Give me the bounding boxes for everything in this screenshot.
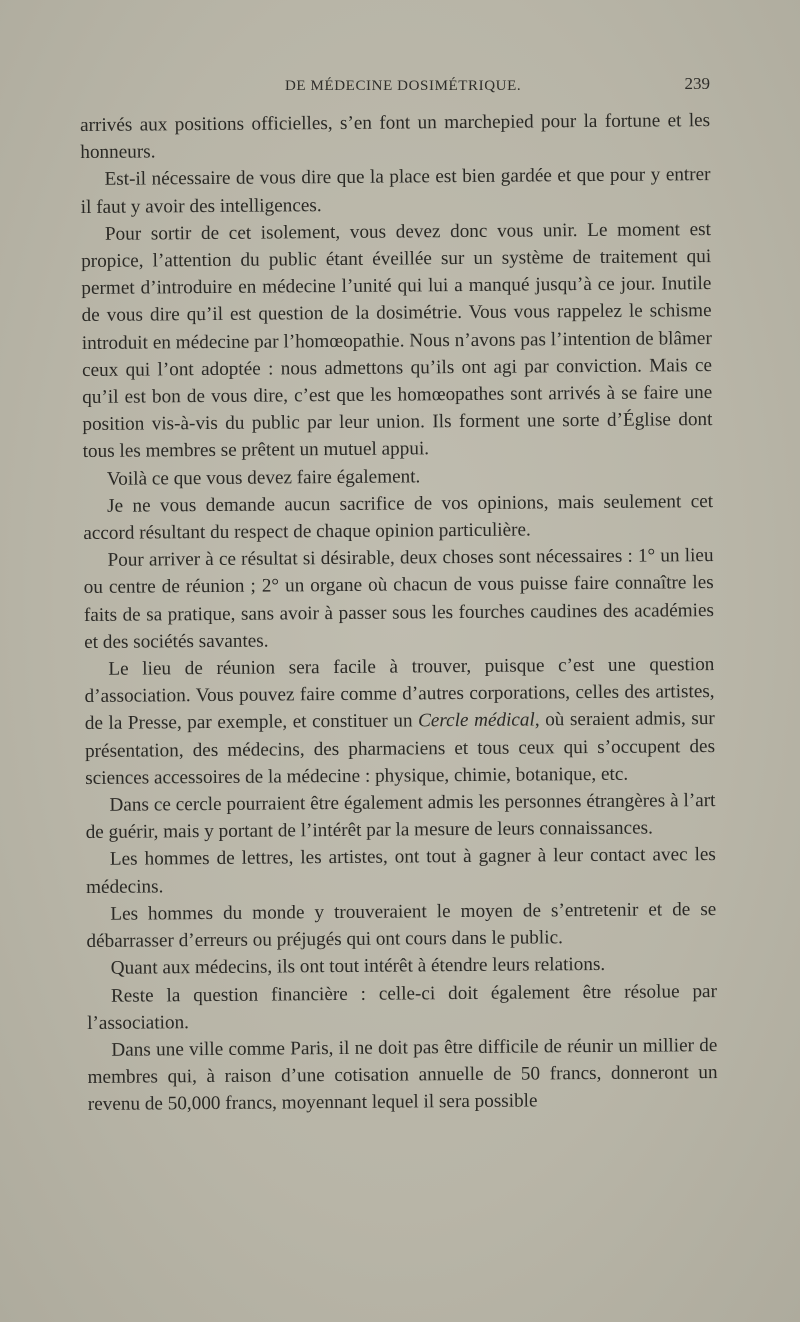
paragraph: Dans ce cercle pourraient être également admis les personnes étrangères à l’art de guérir, mais y portant de l’intérêt par la mesure de leurs connaissances. xyxy=(85,790,716,844)
paragraph: Reste la question financière : celle-ci doit également être résolue par l’association. xyxy=(87,980,718,1034)
page-number: 239 xyxy=(684,74,710,93)
paragraph: Pour sortir de cet isolement, vous devez donc vous unir. Le moment est propice, l’attention du public étant éveillée sur un système de traitement qui permet d’introduire en médecine l’unité qui lui a manqué jusqu’à ce jour. Inutile de vous dire qu’il est question de la dosimétrie. Vous vous rappelez le schisme introduit en médecine par l’homœopathie. Nous n’avons pas l’intention de blâmer ceux qui l’ont adoptée : nous admettons qu’ils ont agi par conviction. Mais ce qu’il est bon de vous dire, c’est que les homœopathes sont arrivés à se faire une position vis-à-vis du public par leur union. Ils forment une sorte d’Église dont tous les membres se prêtent un mutuel appui. xyxy=(81,218,713,463)
paragraph: Les hommes du monde y trouveraient le moyen de s’entretenir et de se débarrasser d’erreurs ou préjugés qui ont cours dans le public. xyxy=(86,898,717,953)
paragraph-text: , où seraient admis, sur présentation, des médecins, des pharmaciens et tous ceux qui s’occupent des sciences accessoires de la médecine : physique, chimie, botanique, etc. xyxy=(84,708,716,789)
paragraph-text: Le lieu de réunion sera facile à trouver, puisque c’est une question d’association. Vous pouvez faire comme d’autres corporations, celles des artistes, de la Presse, par exemple, et constituer un xyxy=(84,654,715,735)
running-title: DE MÉDECINE DOSIMÉTRIQUE. xyxy=(285,78,522,94)
paragraph: arrivés aux positions officielles, s’en font un marchepied pour la fortune et les honneurs. xyxy=(80,110,711,164)
italic-term: Cercle médical xyxy=(417,709,535,732)
body-text xyxy=(80,107,718,1118)
paragraph: Quant aux médecins, ils ont tout intérêt à étendre leurs relations. xyxy=(110,954,606,980)
page-header xyxy=(80,74,710,102)
paragraph: Pour arriver à ce résultat si désirable, deux choses sont nécessaires : 1° un lieu ou centre de réunion ; 2° un organe où chacun de vous puisse faire connaître les faits de sa pratique, sans avoir à passer sous les fourches caudines des académies et des sociétés savantes. xyxy=(83,545,715,653)
paragraph-cercle-medical xyxy=(84,651,715,792)
paragraph: Je ne vous demande aucun sacrifice de vos opinions, mais seulement cet accord résultant du respect de chaque opinion particulière. xyxy=(83,490,714,545)
paragraph: Dans une ville comme Paris, il ne doit pas être difficile de réunir un millier de membres qui, à raison d’une cotisation annuelle de 50 francs, donneront un revenu de 50,000 francs, moyennant lequel il sera possible xyxy=(87,1034,718,1116)
paragraph: Voilà ce que vous devez faire également. xyxy=(106,465,421,490)
paragraph: Est-il nécessaire de vous dire que la place est bien gardée et que pour y entrer il faut y avoir des intelligences. xyxy=(80,164,711,218)
paragraph: Les hommes de lettres, les artistes, ont tout à gagner à leur contact avec les médecins. xyxy=(86,844,716,898)
